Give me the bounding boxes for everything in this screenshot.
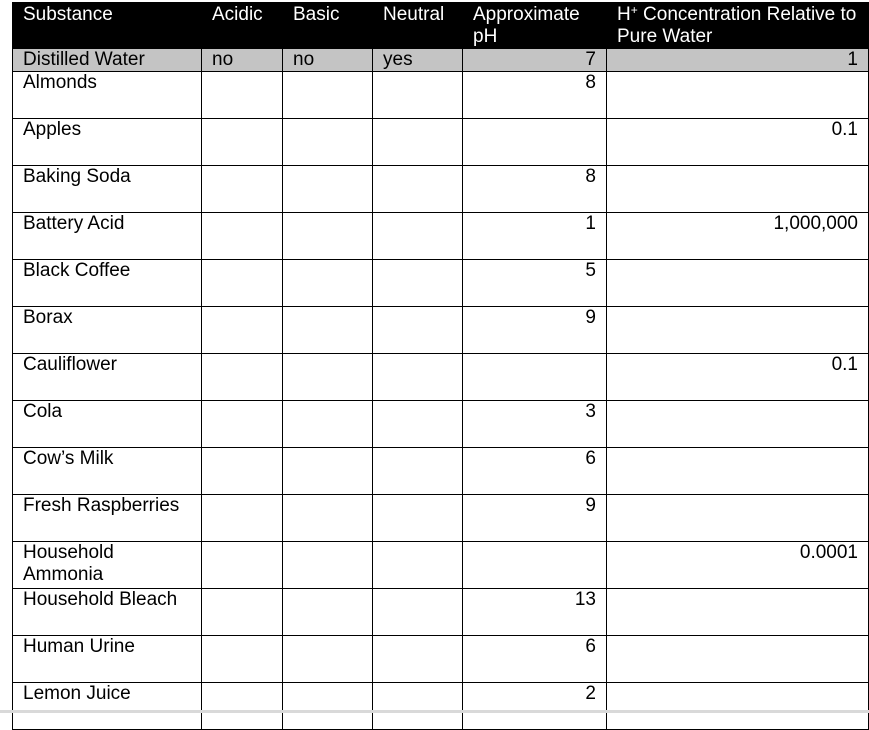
cell-acidic[interactable] [202, 401, 283, 448]
table-row [13, 260, 869, 307]
cell-neutral[interactable] [373, 448, 463, 495]
ph-substance-table [12, 2, 869, 730]
cell-h-concentration[interactable] [607, 683, 869, 730]
cell-substance[interactable]: Household Ammonia [13, 542, 202, 589]
cell-h-concentration[interactable]: 0.1 [607, 119, 869, 166]
cell-neutral[interactable] [373, 636, 463, 683]
cell-neutral[interactable] [373, 495, 463, 542]
cell-h-concentration[interactable] [607, 166, 869, 213]
cell-h-concentration[interactable]: 1 [607, 49, 869, 72]
cell-substance[interactable]: Baking Soda [13, 166, 202, 213]
header-acidic: Acidic [202, 3, 283, 49]
table-row [13, 448, 869, 495]
cell-acidic[interactable] [202, 683, 283, 730]
table-row [13, 589, 869, 636]
cell-substance[interactable]: Almonds [13, 72, 202, 119]
cell-substance[interactable]: Borax [13, 307, 202, 354]
cell-neutral[interactable] [373, 683, 463, 730]
header-basic: Basic [283, 3, 373, 49]
cell-h-concentration[interactable] [607, 72, 869, 119]
cell-ph[interactable]: 9 [463, 307, 607, 354]
cell-h-concentration[interactable]: 0.0001 [607, 542, 869, 589]
cell-neutral[interactable]: yes [373, 49, 463, 72]
cell-basic[interactable] [283, 213, 373, 260]
cell-basic[interactable] [283, 589, 373, 636]
cell-acidic[interactable] [202, 542, 283, 589]
cell-neutral[interactable] [373, 542, 463, 589]
cell-ph[interactable] [463, 354, 607, 401]
header-row [13, 3, 869, 49]
header-approximate-ph: Approximate pH [463, 3, 607, 49]
table-row [13, 72, 869, 119]
cell-ph[interactable]: 8 [463, 166, 607, 213]
cell-neutral[interactable] [373, 260, 463, 307]
cell-substance[interactable]: Household Bleach [13, 589, 202, 636]
cell-basic[interactable] [283, 119, 373, 166]
cell-substance[interactable]: Black Coffee [13, 260, 202, 307]
cell-basic[interactable] [283, 683, 373, 730]
table-row [13, 683, 869, 730]
header-h-concentration [607, 3, 869, 49]
cell-ph[interactable]: 5 [463, 260, 607, 307]
cell-substance[interactable]: Human Urine [13, 636, 202, 683]
cell-ph[interactable]: 3 [463, 401, 607, 448]
cell-acidic[interactable] [202, 72, 283, 119]
table-row [13, 636, 869, 683]
cell-acidic[interactable] [202, 166, 283, 213]
cell-ph[interactable]: 13 [463, 589, 607, 636]
cell-ph[interactable]: 1 [463, 213, 607, 260]
cell-ph[interactable] [463, 119, 607, 166]
cell-ph[interactable]: 2 [463, 683, 607, 730]
cell-ph[interactable]: 7 [463, 49, 607, 72]
cell-substance[interactable]: Cow’s Milk [13, 448, 202, 495]
cell-substance[interactable]: Apples [13, 119, 202, 166]
cell-basic[interactable] [283, 166, 373, 213]
cell-h-concentration[interactable] [607, 636, 869, 683]
cell-acidic[interactable] [202, 589, 283, 636]
table-body [13, 49, 869, 730]
cell-neutral[interactable] [373, 354, 463, 401]
table-row [13, 307, 869, 354]
table-row [13, 213, 869, 260]
cell-h-concentration[interactable] [607, 260, 869, 307]
cell-substance[interactable]: Battery Acid [13, 213, 202, 260]
table-row [13, 354, 869, 401]
cell-basic[interactable] [283, 260, 373, 307]
cell-h-concentration[interactable] [607, 307, 869, 354]
cell-substance[interactable]: Fresh Raspberries [13, 495, 202, 542]
cell-acidic[interactable] [202, 448, 283, 495]
cell-neutral[interactable] [373, 72, 463, 119]
cell-acidic[interactable] [202, 354, 283, 401]
cell-basic[interactable]: no [283, 49, 373, 72]
header-substance: Substance [13, 3, 202, 49]
table-row [13, 119, 869, 166]
cell-ph[interactable]: 6 [463, 636, 607, 683]
cell-acidic[interactable] [202, 260, 283, 307]
header-h-prefix: H [617, 4, 631, 25]
cell-basic[interactable] [283, 307, 373, 354]
cell-substance[interactable]: Cauliflower [13, 354, 202, 401]
table-row [13, 166, 869, 213]
cell-acidic[interactable]: no [202, 49, 283, 72]
cell-basic[interactable] [283, 354, 373, 401]
cell-ph[interactable]: 9 [463, 495, 607, 542]
cell-h-concentration[interactable]: 1,000,000 [607, 213, 869, 260]
cell-h-concentration[interactable]: 0.1 [607, 354, 869, 401]
table-header [13, 3, 869, 49]
cell-neutral[interactable] [373, 119, 463, 166]
cell-substance[interactable]: Distilled Water [13, 49, 202, 72]
table-row [13, 401, 869, 448]
cell-ph[interactable] [463, 542, 607, 589]
cell-neutral[interactable] [373, 307, 463, 354]
cell-basic[interactable] [283, 542, 373, 589]
cell-acidic[interactable] [202, 119, 283, 166]
cell-ph[interactable]: 8 [463, 72, 607, 119]
cell-basic[interactable] [283, 636, 373, 683]
cell-basic[interactable] [283, 72, 373, 119]
cell-basic[interactable] [283, 401, 373, 448]
cell-acidic[interactable] [202, 636, 283, 683]
cell-h-concentration[interactable] [607, 401, 869, 448]
header-h-suffix: Concentration Relative to Pure Water [617, 4, 857, 47]
cell-h-concentration[interactable] [607, 589, 869, 636]
cell-acidic[interactable] [202, 495, 283, 542]
cell-neutral[interactable] [373, 213, 463, 260]
cell-neutral[interactable] [373, 166, 463, 213]
cell-acidic[interactable] [202, 307, 283, 354]
header-h-superscript: + [630, 3, 638, 17]
table-row [13, 542, 869, 589]
cell-basic[interactable] [283, 495, 373, 542]
cell-acidic[interactable] [202, 213, 283, 260]
cell-ph[interactable]: 6 [463, 448, 607, 495]
header-neutral: Neutral [373, 3, 463, 49]
cell-h-concentration[interactable] [607, 448, 869, 495]
table-row [13, 495, 869, 542]
cell-neutral[interactable] [373, 401, 463, 448]
cell-neutral[interactable] [373, 589, 463, 636]
cell-basic[interactable] [283, 448, 373, 495]
cell-substance[interactable]: Cola [13, 401, 202, 448]
table-row [13, 49, 869, 72]
cell-substance[interactable]: Lemon Juice [13, 683, 202, 730]
cell-h-concentration[interactable] [607, 495, 869, 542]
